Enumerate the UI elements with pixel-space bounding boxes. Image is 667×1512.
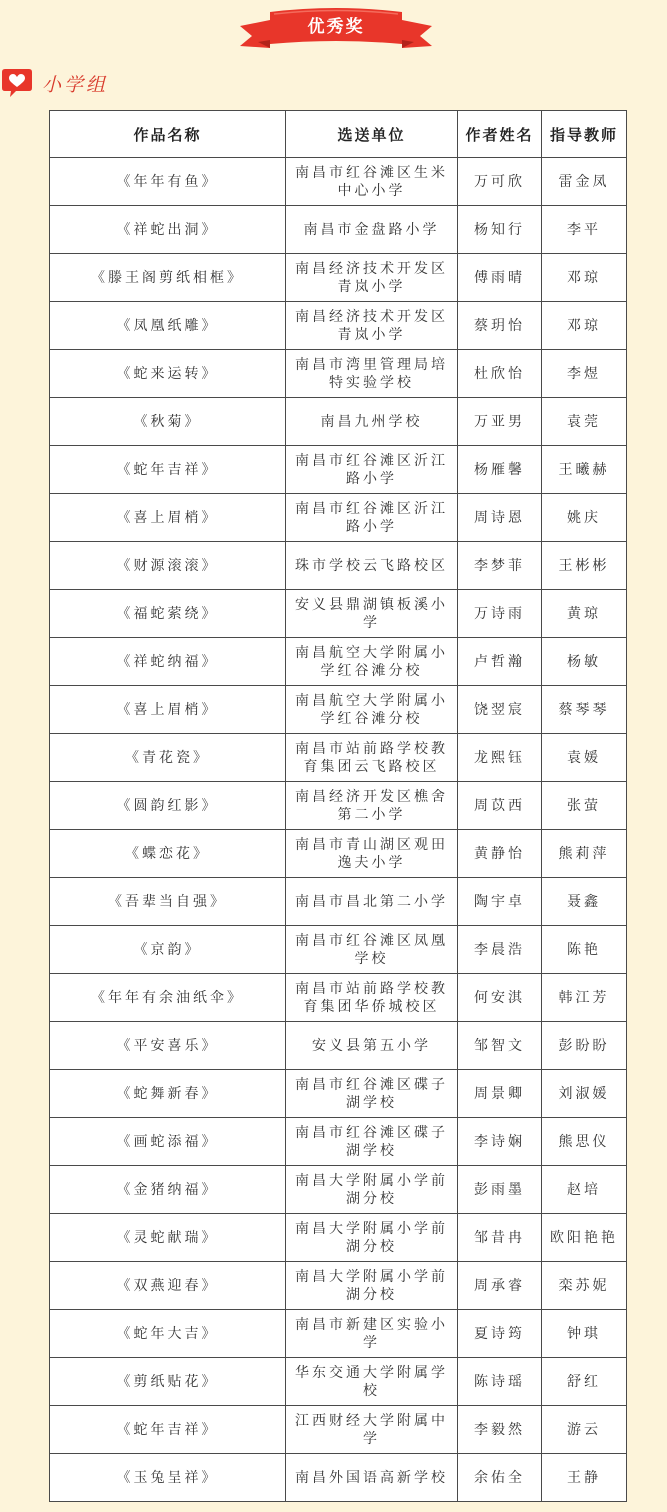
cell-work-name: 《财源滚滚》 bbox=[50, 542, 286, 590]
cell-work-name: 《蛇来运转》 bbox=[50, 350, 286, 398]
cell-school: 南昌市站前路学校教育集团云飞路校区 bbox=[286, 734, 458, 782]
cell-school: 南昌市红谷滩区碟子湖学校 bbox=[286, 1118, 458, 1166]
cell-teacher: 聂鑫 bbox=[542, 878, 627, 926]
cell-author: 彭雨墨 bbox=[458, 1166, 542, 1214]
banner-title: 优秀奖 bbox=[307, 17, 365, 37]
table-row bbox=[50, 1310, 627, 1358]
table-row bbox=[50, 1214, 627, 1262]
cell-author: 万可欣 bbox=[458, 158, 542, 206]
cell-teacher: 张萤 bbox=[542, 782, 627, 830]
table-row bbox=[50, 1262, 627, 1310]
cell-author: 邹智文 bbox=[458, 1022, 542, 1070]
table-row bbox=[50, 1454, 627, 1502]
cell-school: 南昌市红谷滩区碟子湖学校 bbox=[286, 1070, 458, 1118]
cell-work-name: 《金猪纳福》 bbox=[50, 1166, 286, 1214]
cell-author: 周诗恩 bbox=[458, 494, 542, 542]
table-row bbox=[50, 446, 627, 494]
cell-work-name: 《喜上眉梢》 bbox=[50, 686, 286, 734]
cell-author: 周苡西 bbox=[458, 782, 542, 830]
cell-teacher: 袁媛 bbox=[542, 734, 627, 782]
table-row bbox=[50, 542, 627, 590]
cell-school: 南昌大学附属小学前湖分校 bbox=[286, 1214, 458, 1262]
cell-author: 龙熙钰 bbox=[458, 734, 542, 782]
cell-teacher: 陈艳 bbox=[542, 926, 627, 974]
cell-work-name: 《吾辈当自强》 bbox=[50, 878, 286, 926]
cell-school: 南昌经济技术开发区青岚小学 bbox=[286, 254, 458, 302]
table-row bbox=[50, 254, 627, 302]
cell-teacher: 刘淑媛 bbox=[542, 1070, 627, 1118]
cell-work-name: 《蝶恋花》 bbox=[50, 830, 286, 878]
cell-teacher: 邓琼 bbox=[542, 254, 627, 302]
cell-work-name: 《平安喜乐》 bbox=[50, 1022, 286, 1070]
cell-teacher: 黄琼 bbox=[542, 590, 627, 638]
cell-work-name: 《圆韵红影》 bbox=[50, 782, 286, 830]
table-row bbox=[50, 350, 627, 398]
cell-school: 南昌市新建区实验小学 bbox=[286, 1310, 458, 1358]
cell-work-name: 《蛇年大吉》 bbox=[50, 1310, 286, 1358]
cell-teacher: 王曦赫 bbox=[542, 446, 627, 494]
table-row bbox=[50, 1118, 627, 1166]
cell-author: 陈诗瑶 bbox=[458, 1358, 542, 1406]
cell-author: 陶宇卓 bbox=[458, 878, 542, 926]
cell-work-name: 《灵蛇献瑞》 bbox=[50, 1214, 286, 1262]
cell-school: 南昌市金盘路小学 bbox=[286, 206, 458, 254]
cell-teacher: 雷金凤 bbox=[542, 158, 627, 206]
cell-author: 蔡玥怡 bbox=[458, 302, 542, 350]
cell-author: 夏诗筠 bbox=[458, 1310, 542, 1358]
cell-teacher: 欧阳艳艳 bbox=[542, 1214, 627, 1262]
cell-school: 南昌市红谷滩区沂江路小学 bbox=[286, 494, 458, 542]
cell-author: 周承睿 bbox=[458, 1262, 542, 1310]
cell-work-name: 《蛇舞新春》 bbox=[50, 1070, 286, 1118]
cell-author: 周景卿 bbox=[458, 1070, 542, 1118]
cell-teacher: 王静 bbox=[542, 1454, 627, 1502]
table-row bbox=[50, 782, 627, 830]
cell-teacher: 赵培 bbox=[542, 1166, 627, 1214]
table-row bbox=[50, 1022, 627, 1070]
table-body bbox=[50, 158, 627, 1502]
table-row bbox=[50, 494, 627, 542]
cell-school: 南昌航空大学附属小学红谷滩分校 bbox=[286, 638, 458, 686]
cell-work-name: 《京韵》 bbox=[50, 926, 286, 974]
cell-author: 杨雁馨 bbox=[458, 446, 542, 494]
header-work-name: 作品名称 bbox=[50, 111, 286, 158]
cell-school: 南昌市青山湖区观田逸夫小学 bbox=[286, 830, 458, 878]
cell-school: 南昌市红谷滩区生米中心小学 bbox=[286, 158, 458, 206]
cell-school: 南昌市湾里管理局培特实验学校 bbox=[286, 350, 458, 398]
cell-work-name: 《青花瓷》 bbox=[50, 734, 286, 782]
award-table bbox=[49, 110, 627, 1502]
cell-teacher: 李煜 bbox=[542, 350, 627, 398]
cell-school: 南昌航空大学附属小学红谷滩分校 bbox=[286, 686, 458, 734]
header-school: 选送单位 bbox=[286, 111, 458, 158]
cell-school: 南昌九州学校 bbox=[286, 398, 458, 446]
cell-work-name: 《喜上眉梢》 bbox=[50, 494, 286, 542]
cell-work-name: 《蛇年吉祥》 bbox=[50, 1406, 286, 1454]
cell-school: 安义县鼎湖镇板溪小学 bbox=[286, 590, 458, 638]
cell-school: 南昌市昌北第二小学 bbox=[286, 878, 458, 926]
cell-author: 邹昔冉 bbox=[458, 1214, 542, 1262]
cell-author: 饶翌宸 bbox=[458, 686, 542, 734]
cell-school: 安义县第五小学 bbox=[286, 1022, 458, 1070]
cell-author: 杜欣怡 bbox=[458, 350, 542, 398]
cell-teacher: 袁莞 bbox=[542, 398, 627, 446]
cell-author: 万亚男 bbox=[458, 398, 542, 446]
table-row bbox=[50, 638, 627, 686]
cell-school: 南昌外国语高新学校 bbox=[286, 1454, 458, 1502]
cell-work-name: 《福蛇萦绕》 bbox=[50, 590, 286, 638]
cell-author: 李诗娴 bbox=[458, 1118, 542, 1166]
cell-school: 南昌大学附属小学前湖分校 bbox=[286, 1262, 458, 1310]
cell-author: 万诗雨 bbox=[458, 590, 542, 638]
cell-author: 卢哲瀚 bbox=[458, 638, 542, 686]
cell-school: 南昌市站前路学校教育集团华侨城校区 bbox=[286, 974, 458, 1022]
cell-teacher: 王彬彬 bbox=[542, 542, 627, 590]
cell-teacher: 邓琼 bbox=[542, 302, 627, 350]
table-row bbox=[50, 398, 627, 446]
cell-teacher: 彭盼盼 bbox=[542, 1022, 627, 1070]
cell-work-name: 《祥蛇出洞》 bbox=[50, 206, 286, 254]
cell-school: 华东交通大学附属学校 bbox=[286, 1358, 458, 1406]
cell-school: 南昌大学附属小学前湖分校 bbox=[286, 1166, 458, 1214]
table-row bbox=[50, 878, 627, 926]
cell-teacher: 李平 bbox=[542, 206, 627, 254]
cell-work-name: 《祥蛇纳福》 bbox=[50, 638, 286, 686]
cell-author: 李梦菲 bbox=[458, 542, 542, 590]
cell-author: 余佑全 bbox=[458, 1454, 542, 1502]
section-title: 小学组 bbox=[42, 73, 109, 96]
table-row bbox=[50, 1070, 627, 1118]
cell-author: 何安淇 bbox=[458, 974, 542, 1022]
cell-author: 李晨浩 bbox=[458, 926, 542, 974]
award-table-container bbox=[49, 110, 626, 1502]
table-row bbox=[50, 974, 627, 1022]
cell-teacher: 栾苏妮 bbox=[542, 1262, 627, 1310]
cell-author: 李毅然 bbox=[458, 1406, 542, 1454]
table-row bbox=[50, 926, 627, 974]
cell-teacher: 蔡琴琴 bbox=[542, 686, 627, 734]
cell-teacher: 舒红 bbox=[542, 1358, 627, 1406]
cell-work-name: 《滕王阁剪纸相框》 bbox=[50, 254, 286, 302]
table-row bbox=[50, 206, 627, 254]
table-row bbox=[50, 158, 627, 206]
cell-teacher: 熊莉萍 bbox=[542, 830, 627, 878]
section-heading bbox=[0, 68, 108, 98]
heart-speech-bubble-icon bbox=[0, 69, 34, 97]
cell-teacher: 游云 bbox=[542, 1406, 627, 1454]
cell-school: 珠市学校云飞路校区 bbox=[286, 542, 458, 590]
cell-teacher: 熊思仪 bbox=[542, 1118, 627, 1166]
cell-work-name: 《蛇年吉祥》 bbox=[50, 446, 286, 494]
cell-teacher: 杨敏 bbox=[542, 638, 627, 686]
cell-work-name: 《玉兔呈祥》 bbox=[50, 1454, 286, 1502]
cell-work-name: 《画蛇添福》 bbox=[50, 1118, 286, 1166]
cell-author: 黄静怡 bbox=[458, 830, 542, 878]
table-row bbox=[50, 302, 627, 350]
cell-work-name: 《双燕迎春》 bbox=[50, 1262, 286, 1310]
table-row bbox=[50, 734, 627, 782]
cell-author: 杨知行 bbox=[458, 206, 542, 254]
cell-school: 南昌经济开发区樵舍第二小学 bbox=[286, 782, 458, 830]
cell-teacher: 姚庆 bbox=[542, 494, 627, 542]
header-teacher: 指导教师 bbox=[542, 111, 627, 158]
cell-school: 南昌市红谷滩区沂江路小学 bbox=[286, 446, 458, 494]
header-author: 作者姓名 bbox=[458, 111, 542, 158]
cell-author: 傅雨晴 bbox=[458, 254, 542, 302]
cell-work-name: 《剪纸贴花》 bbox=[50, 1358, 286, 1406]
table-row bbox=[50, 1166, 627, 1214]
cell-school: 南昌市红谷滩区凤凰学校 bbox=[286, 926, 458, 974]
cell-teacher: 钟琪 bbox=[542, 1310, 627, 1358]
cell-work-name: 《年年有鱼》 bbox=[50, 158, 286, 206]
award-ribbon-banner bbox=[240, 4, 432, 54]
table-row bbox=[50, 1406, 627, 1454]
cell-work-name: 《秋菊》 bbox=[50, 398, 286, 446]
cell-school: 江西财经大学附属中学 bbox=[286, 1406, 458, 1454]
table-row bbox=[50, 686, 627, 734]
table-row bbox=[50, 830, 627, 878]
table-row bbox=[50, 590, 627, 638]
cell-school: 南昌经济技术开发区青岚小学 bbox=[286, 302, 458, 350]
table-header-row bbox=[50, 111, 627, 158]
cell-work-name: 《年年有余油纸伞》 bbox=[50, 974, 286, 1022]
cell-teacher: 韩江芳 bbox=[542, 974, 627, 1022]
table-row bbox=[50, 1358, 627, 1406]
cell-work-name: 《凤凰纸雕》 bbox=[50, 302, 286, 350]
